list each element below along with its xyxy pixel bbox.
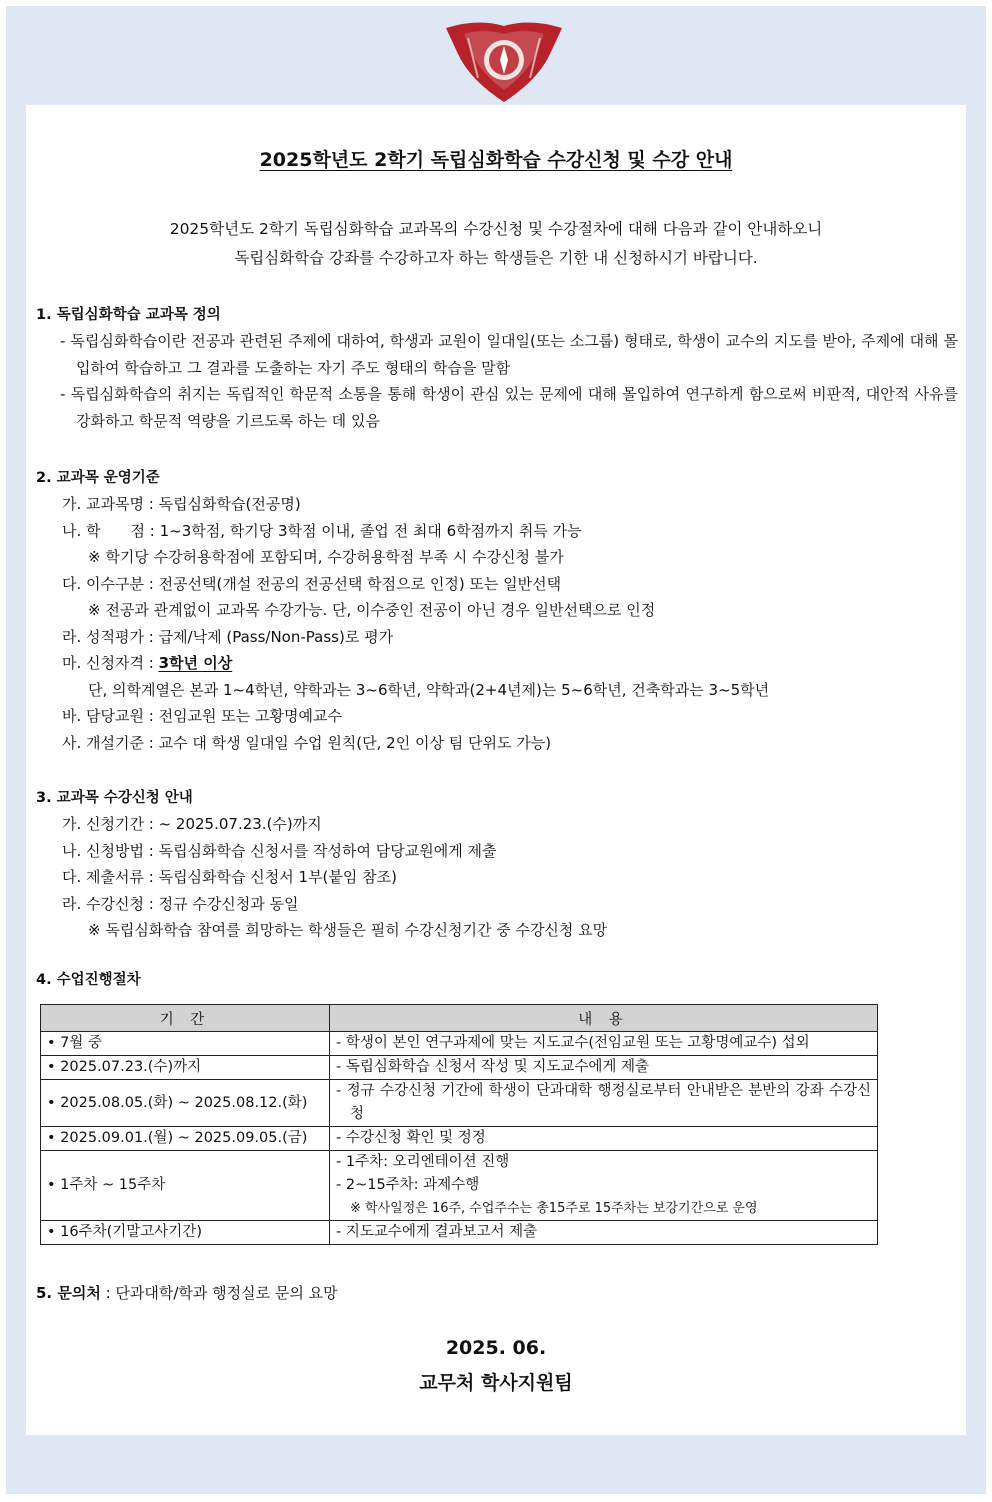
- eligibility-label: 마. 신청자격 :: [62, 654, 159, 672]
- table-row: [41, 1221, 878, 1245]
- section-heading: 2. 교과목 운영기준: [36, 470, 160, 486]
- table-row: [41, 1032, 878, 1056]
- section-heading: 3. 교과목 수강신청 안내: [36, 790, 193, 806]
- list-item: 다. 이수구분 : 전공선택(개설 전공의 전공선택 학점으로 인정) 또는 일반선택: [62, 574, 562, 593]
- list-note: ※ 학기당 수강허용학점에 포함되며, 수강허용학점 부족 시 수강신청 불가: [88, 548, 564, 566]
- content-item: - 독립심화학습 신청서 작성 및 지도교수에게 제출: [336, 1059, 650, 1075]
- table-row: [41, 1151, 878, 1221]
- table-header-row: [41, 1005, 878, 1032]
- content-item: - 1주차: 오리엔테이션 진행: [336, 1154, 510, 1170]
- period-cell: • 7월 중: [41, 1032, 330, 1056]
- content-cell: [330, 1080, 878, 1127]
- list-item: - 독립심화학습이란 전공과 관련된 주제에 대하여, 학생과 교원이 일대일(또는 소그룹) 형태로, 학생이 교수의 지도를 받아, 주제에 대해 몰입하여 학습하고 그 결과를 도출하는 자기 주도 형태의 학습을 말함: [60, 332, 958, 377]
- page-frame: [6, 6, 986, 1494]
- issuing-office: 교무처 학사지원팀: [419, 1372, 573, 1394]
- document-body: [26, 105, 966, 1435]
- issue-date: 2025. 06.: [445, 1337, 547, 1359]
- content-item: - 학생이 본인 연구과제에 맞는 지도교수(전임교원 또는 고황명예교수) 섭외: [336, 1035, 810, 1051]
- column-header-period: 기 간: [41, 1005, 330, 1032]
- section-heading: 4. 수업진행절차: [36, 972, 141, 988]
- eligibility-value: 3학년 이상: [158, 654, 233, 672]
- list-item: 바. 담당교원 : 전임교원 또는 고황명예교수: [62, 707, 342, 725]
- document-title: 2025학년도 2학기 독립심화학습 수강신청 및 수강 안내: [259, 149, 733, 171]
- content-item: - 정규 수강신청 기간에 학생이 단과대학 행정실로부터 안내받은 분반의 강좌 수강신청: [336, 1083, 871, 1122]
- list-note: 단, 의학계열은 본과 1~4학년, 약학과는 3~6학년, 약학과(2+4년제)는 5~6학년, 건축학과는 3~5학년: [88, 680, 770, 699]
- intro-paragraph: [46, 215, 946, 273]
- list-item: 라. 수강신청 : 정규 수강신청과 동일: [62, 894, 299, 913]
- university-emblem-icon: [438, 18, 570, 104]
- content-cell: [330, 1056, 878, 1080]
- list-item: 라. 성적평가 : 급제/낙제 (Pass/Non-Pass)로 평가: [62, 627, 394, 646]
- list-item: 나. 신청방법 : 독립심화학습 신청서를 작성하여 담당교원에게 제출: [62, 841, 497, 860]
- list-item: 가. 신청기간 : ~ 2025.07.23.(수)까지: [62, 815, 322, 833]
- period-cell: • 2025.08.05.(화) ~ 2025.08.12.(화): [41, 1080, 330, 1127]
- list-item: 사. 개설기준 : 교수 대 학생 일대일 수업 원칙(단, 2인 이상 팀 단위도 가능): [62, 733, 552, 752]
- contact-label: 5. 문의처: [36, 1284, 101, 1302]
- procedure-table: [40, 1004, 878, 1245]
- content-cell: [330, 1032, 878, 1056]
- table-row: [41, 1127, 878, 1151]
- list-item: - 독립심화학습의 취지는 독립적인 학문적 소통을 통해 학생이 관심 있는 문제에 대해 몰입하여 연구하게 함으로써 비판적, 대안적 사유를 강화하고 학문적 역량을 기르도록 하는 데 있음: [60, 385, 958, 430]
- contact-text: : 단과대학/학과 행정실로 문의 요망: [100, 1284, 338, 1302]
- section-procedure: [36, 967, 958, 993]
- list-note: ※ 독립심화학습 참여를 희망하는 학생들은 필히 수강신청기간 중 수강신청 요망: [88, 921, 608, 939]
- period-cell: • 2025.09.01.(월) ~ 2025.09.05.(금): [41, 1127, 330, 1151]
- content-cell: [330, 1127, 878, 1151]
- content-note: ※ 학사일정은 16주, 수업주수는 총15주로 15주차는 보강기간으로 운영: [350, 1201, 758, 1216]
- list-item: 나. 학 점 : 1~3학점, 학기당 3학점 이내, 졸업 전 최대 6학점까지 취득 가능: [62, 521, 582, 540]
- list-item: 다. 제출서류 : 독립심화학습 신청서 1부(붙임 참조): [62, 868, 397, 886]
- section-operation-criteria: [36, 465, 958, 756]
- column-header-content: 내 용: [330, 1005, 878, 1032]
- content-cell: [330, 1151, 878, 1221]
- section-registration: [36, 785, 958, 944]
- intro-line: 2025학년도 2학기 독립심화학습 교과목의 수강신청 및 수강절차에 대해 다음과 같이 안내하오니: [169, 220, 823, 238]
- list-item: 가. 교과목명 : 독립심화학습(전공명): [62, 495, 301, 513]
- content-item: - 2~15주차: 과제수행: [336, 1177, 480, 1193]
- content-cell: [330, 1221, 878, 1245]
- list-item: [36, 650, 958, 677]
- list-note: ※ 전공과 관계없이 교과목 수강가능. 단, 이수중인 전공이 아닌 경우 일반선택으로 인정: [88, 601, 656, 619]
- period-cell: • 1주차 ~ 15주차: [41, 1151, 330, 1221]
- section-definition: [36, 302, 958, 434]
- table-row: [41, 1080, 878, 1127]
- intro-line: 독립심화학습 강좌를 수강하고자 하는 학생들은 기한 내 신청하시기 바랍니다.: [234, 249, 758, 267]
- section-contact: [36, 1282, 338, 1303]
- period-cell: • 16주차(기말고사기간): [41, 1221, 330, 1245]
- content-item: - 수강신청 확인 및 정정: [336, 1130, 486, 1146]
- table-row: [41, 1056, 878, 1080]
- period-cell: • 2025.07.23.(수)까지: [41, 1056, 330, 1080]
- section-heading: 1. 독립심화학습 교과목 정의: [36, 307, 221, 323]
- content-item: - 지도교수에게 결과보고서 제출: [336, 1224, 538, 1240]
- document-footer: [26, 1331, 966, 1401]
